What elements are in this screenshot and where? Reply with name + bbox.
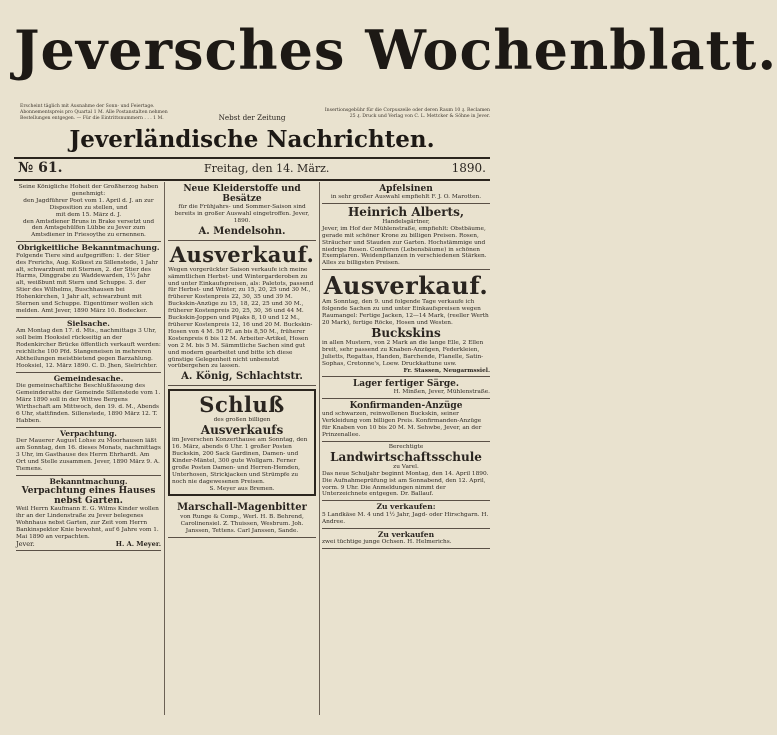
house-body: Weil Herrn Kaufmann E. G. Wilms Kinder wollen ihr an der Lindenstraße zu Jever belegenes Wohnhaus nebst Garten, zur Zeit vom Herrn Bankinspektor Knie bewohnt, auf 6 Jahre vom 1. Mai 1890 an verpachten. <box>16 506 159 540</box>
fabric-title: Neue Kleiderstoffe und Besätze <box>183 184 301 204</box>
house-signature <box>16 541 161 548</box>
oranges-ad <box>322 182 490 204</box>
clearance-body: Wegen vorgerückter Saison verkaufe ich meine sämmtlichen Herbst- und Wintergarderoben zu und unter Einkaufspreisen, als: Paletots, passend für Herbst- und Winter, zu 15, 20, 25 und 30 M., früherer Kostenpreis 22, 30, 35 und 39 M. Buckskin-Anzüge zu 15, 18, 22, 25 und 30 M., früherer Kostenpreis 20, 25, 30, 36 und 44 M. Buckskin-Joppen und Pijaks 8, 10 und 12 M., früherer Kostenpreis 12, 16 und 20 M. Buckskin-Hosen von 4 M. 50 Pf. an bis 8,50 M., früherer Kostenpreis 6 bis 12 M. Arbeiter-Artikel, Hosen von 2 M. bis 5 M. Sämmtliche Sachen sind gut und modern gearbeitet und bitte ich diese günstige Gelegenheit nicht unbenutzt vorübergehen zu lassen. <box>168 266 314 370</box>
lease-body: Der Mauerer August Lohse zu Moorhausen läßt am Sonntag, den 16. dieses Monats, nachmittags 3 Uhr, im Gasthause des Herrn Ehrhardt. Am Ort und Stelle zusammen. Jever, 1890 März 9. A. Tiemens. <box>16 438 161 472</box>
masthead-title: Jeversches Wochenblatt. <box>14 18 777 82</box>
confirmation-title: Konfirmanden-Anzüge <box>349 401 463 412</box>
confirmation-ad <box>322 399 490 442</box>
final-sale-body: im Jeverschen Konzerthause am Sonntag, den 16. März, abends 6 Uhr. 1 großer Posten Buckskin, 200 Sack Gardinen, Damen- und Kinder-Mäntel, 300 gute Wollgarn. Ferner große Posten Damen- und Herren-Hemden, Unterhosen, Strickjacken und Strümpfe zu noch nie dagewesenen Preisen. <box>172 437 308 485</box>
community-title: Gemeindesache. <box>53 373 124 383</box>
coffins-ad <box>322 377 490 399</box>
coffins-signature: H. Minßen, Jever, Mühlenstraße. <box>393 389 490 396</box>
bitters-ad <box>168 499 316 538</box>
sale2-body: zwei tüchtige junge Ochsen. H. Helmerichs. <box>322 539 452 546</box>
oranges-body: in sehr großer Auswahl empfiehlt F. J. O. Marotten. <box>330 194 482 200</box>
royal-line: den Amtsgehülfen Lübbe zu Jever zum Amtsdiener in Friesoythe zu ernennen. <box>31 225 146 239</box>
house-headline: Verpachtung eines Hauses nebst Garten. <box>21 486 156 507</box>
column-rule <box>164 182 165 715</box>
royal-line: den Amtsdiener Bruns in Brake versetzt und <box>22 218 155 225</box>
lease-title: Verpachtung. <box>60 428 117 438</box>
school-ad <box>322 442 490 501</box>
clearance-signature: A. König, Schlachtstr. <box>181 371 303 383</box>
school-place: zu Varel. <box>393 463 419 470</box>
subscription-info: Erscheint täglich mit Ausnahme der Sonn- und Feiertage. Abonnementspreis pro Quartal 1 M. Alle Postanstalten nehmen Bestellungen entgegen. — Für die Eintrittsnummern . . . 1 M. <box>20 104 168 121</box>
house-title: Bekanntmachung. <box>49 476 128 486</box>
community-notice <box>16 373 161 428</box>
final-sale-signature: S. Meyer aus Bremen. <box>209 485 275 492</box>
column-middle <box>168 182 316 715</box>
gardener-name: Heinrich Alberts, <box>347 204 465 219</box>
clearance-right-title: Ausverkauf. <box>323 271 489 301</box>
buckskins-body: in allen Mustern, von 2 Mark an die lange Elle, 2 Ellen breit, sehr passend zu Knaben-Anzügen, Federkleien, Julietts, Regattas, Handen, Barchende, Flanelle, Satin-Sophas, Cretonne's, Loew. Druckkattune usw. <box>322 339 484 367</box>
fabric-body: für die Frühjahrs- und Sommer-Saison sind bereits in großer Auswahl eingetroffen. Jever, 1890. <box>174 204 310 224</box>
bitters-title: Marschall-Magenbitter <box>177 502 307 514</box>
community-body: Die gemeinschaftliche Beschlußfassung des Gemeinderaths der Gemeinde Sillenstede vom 1. März 1890 soll in der Wittwe Bergens Wirthschaft am Mittwoch, den 19. d. M., Abends 6 Uhr, stattfinden. Sillenstede, 1890 März 12. T. Habben. <box>16 383 161 424</box>
clearance-ad <box>168 241 316 387</box>
issue-number: № 61. <box>18 160 63 176</box>
coffins-title: Lager fertiger Särge. <box>352 379 460 390</box>
official-notice <box>16 242 161 318</box>
advert-rates: Insertionsgebühr für die Corpuszeile oder deren Raum 10 ₰. Reclamen 25 ₰. Druck und Verlag von C. L. Mettcker & Söhne in Jever. <box>324 108 490 119</box>
final-sale-ad <box>168 389 316 496</box>
royal-line: mit dem 15. März d. J. <box>55 211 122 218</box>
clearance-right-body: Am Sonntag, den 9. und folgende Tage verkaufe ich folgende Sachen zu und unter Einkaufspreisen wegen Raumangel: Fertige Jacken, 12—14 Mark, (reeller Werth 20 Mark), fertige Röcke, Hosen und Westen. <box>322 299 489 326</box>
gardener-ad <box>322 204 490 270</box>
notice-body: Folgende Tiere sind aufgegriffen: 1. der Stier des Frerichs, Aug. Kolkest zu Sillenstede, 1 Jahr alt, schwarzbunt mit Sternen, 2. der Stier des Harms, Dinggrabe zu Waddewarden, 1½ Jahr alt, weißbunt mit Stern und Schuppe. 3. der Stier des Wilhelms, Buschhausen bei Hohenkirchen, 1 Jahr alt, schwarzbunt mit Sternen und Schuppe. Eigentümer wollen sich melden. Amt Jever, 1890 März 10. Bodecker. <box>16 252 159 314</box>
buckskins-title: Buckskins <box>371 325 441 340</box>
subtitle-note: Nebst der Zeitung <box>218 113 286 122</box>
sale-ad-2 <box>322 529 490 549</box>
sale-body: 5 Landkäse M. 4 und 1½ Jahr, Jagd- oder Hirschgarn. H. Andree. <box>322 511 489 525</box>
divider-bottom <box>14 179 490 181</box>
school-head: Berechtigte <box>388 443 424 450</box>
sale-title: Zu verkaufen: <box>376 502 436 512</box>
house-lease-notice <box>16 476 161 551</box>
siel-body: Am Montag den 17. d. Mts., nachmittags 3 Uhr, soll beim Hooksiel rückseitig an der Rodenkircher Brücke öffentlich verkauft werden: reichliche 100 Pfd. Stangeneisen in mehreren Abtheilungen meistbietend gegen Barzahlung. Hooksiel, 12. März 1890. C. D. Jhen, Sielrichter. <box>16 328 161 369</box>
school-title: Landwirtschaftsschule <box>330 449 482 464</box>
house-sig-place: Jever. <box>16 539 35 548</box>
column-left <box>16 182 161 715</box>
final-sale-title: Schluß <box>199 392 285 418</box>
clearance-title: Ausverkauf. <box>169 241 315 267</box>
stassen-signature: Fr. Stassen, Neugarmssiel. <box>403 367 490 374</box>
sale-ad <box>322 501 490 528</box>
issue-year: 1890. <box>451 161 486 175</box>
sale2-title: Zu verkaufen <box>377 529 435 539</box>
clearance-ad-right <box>322 270 490 377</box>
school-body: Das neue Schuljahr beginnt Montag, den 14. April 1890. Die Aufnahmeprüfung ist am Sonnabend, den 12. April, vorm. 9 Uhr. Die Anmeldungen nimmt der Unterzeichnete entgegen. Dr. Ballauf. <box>322 470 489 498</box>
notice-title: Obrigkeitliche Bekanntmachung. <box>17 243 160 253</box>
fabric-signature: A. Mendelsohn. <box>198 225 286 237</box>
oranges-title: Apfelsinen <box>379 184 433 194</box>
column-rule <box>319 182 320 715</box>
confirmation-body: und schwarzen, reinwollenen Buckskin, seiner Verkleidung vom billigen Preis. Konfirmanden-Anzüge für Knaben von 10 bis 20 M. M. Sehwbe, Jever, an der Prinzenallee. <box>322 411 482 439</box>
final-sale-heading: Ausverkaufs <box>200 423 284 438</box>
siel-notice <box>16 318 161 373</box>
royal-notice <box>16 182 161 242</box>
issue-date: Freitag, den 14. März. <box>204 162 330 175</box>
royal-line: den Jagdführer Poot vom 1. April d. J. an zur Disposition zu stellen, und <box>23 197 154 211</box>
fabric-ad <box>168 182 316 241</box>
supplement-title: Jeverländische Nachrichten. <box>69 126 435 153</box>
siel-title: Sielsache. <box>67 318 110 328</box>
column-right <box>322 182 490 715</box>
house-sig-name: H. A. Meyer. <box>115 539 161 548</box>
bitters-body: von Runge & Comp., Werl. H. B. Behrend, Carolinensiel. Z. Thuissen, Wesbrum. Joh. Janssen, Tettens. Carl Janssen, Sande. <box>180 514 304 535</box>
divider-top <box>14 157 490 159</box>
gardener-role: Handelsgärtner, <box>382 218 430 225</box>
lease-notice <box>16 428 161 476</box>
royal-line: Seine Königliche Hoheit der Großherzog haben genehmigt: <box>18 184 159 197</box>
gardener-body: Jever, im Hof der Mühlenstraße, empfiehlt: Obstbäume, gerade mit schöner Krone zu billigen Preisen. Rosen, Sträucher und Stauden zur Garten. Hochstämmige und niedrige Rosen. Coniferen (Lebensbäume) in schönen Exemplaren. Weidenpflanzen in verschiedenen Stärken. Alles zu billigsten Preisen. <box>322 225 487 267</box>
dateline <box>14 160 490 178</box>
final-sale-sub: des großen billigen <box>213 417 271 424</box>
